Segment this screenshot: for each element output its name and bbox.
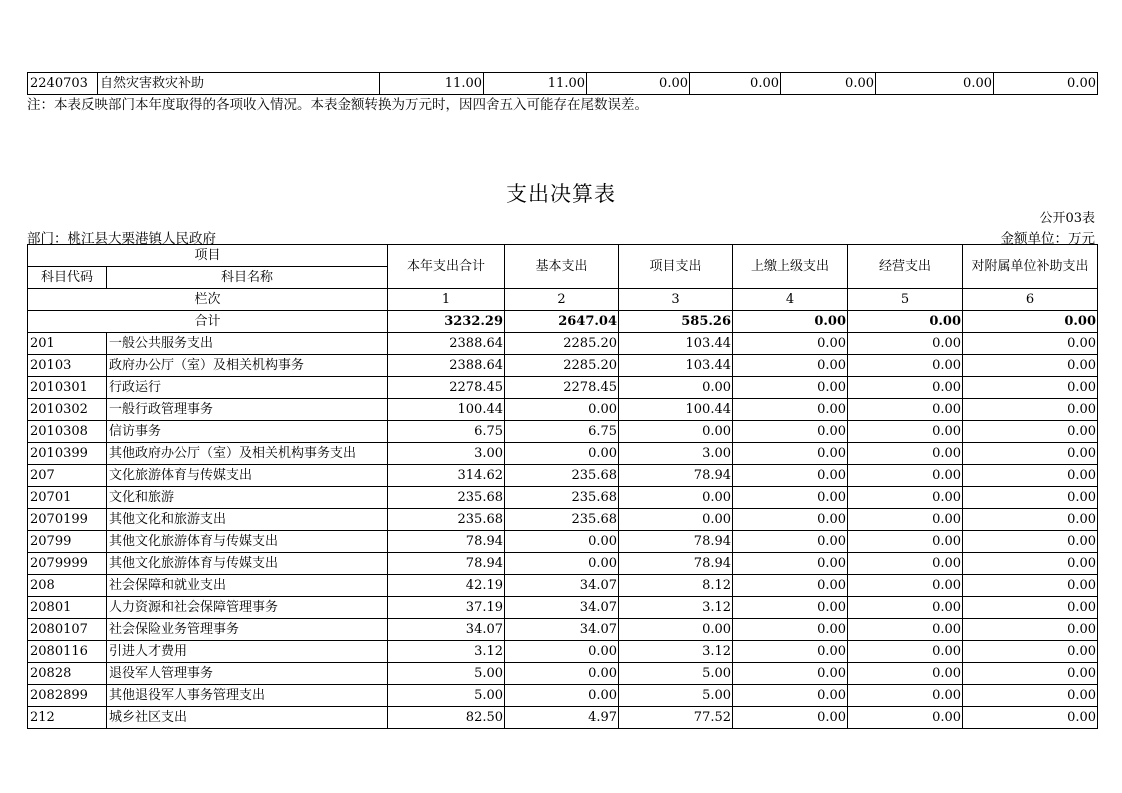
- row-name: 其他文化旅游体育与传媒支出: [107, 553, 388, 575]
- row-code: 2010301: [28, 377, 107, 399]
- header-col-2: 基本支出: [505, 245, 619, 289]
- cell-value: 0.00: [963, 465, 1098, 487]
- cell-value: 6.75: [388, 421, 505, 443]
- table-row: [28, 685, 1098, 707]
- row-code: 2080107: [28, 619, 107, 641]
- cell-value: 0.00: [848, 553, 963, 575]
- cell-value: 0.00: [963, 355, 1098, 377]
- index-row: [28, 289, 1098, 311]
- cell-value: 0.00: [587, 73, 690, 95]
- cell-value: 0.00: [733, 465, 848, 487]
- table-row: [28, 399, 1098, 421]
- previous-table-fragment: [27, 72, 1098, 95]
- cell-value: 2278.45: [505, 377, 619, 399]
- cell-value: 0.00: [876, 73, 994, 95]
- cell-value: 0.00: [963, 531, 1098, 553]
- cell-value: 0.00: [733, 707, 848, 729]
- unit-label: 金额单位：万元: [1000, 231, 1095, 247]
- row-name: 信访事务: [107, 421, 388, 443]
- row-code: 2082899: [28, 685, 107, 707]
- cell-value: 0.00: [848, 333, 963, 355]
- table-row: [28, 619, 1098, 641]
- cell-value: 0.00: [733, 575, 848, 597]
- row-code: 20799: [28, 531, 107, 553]
- cell-value: 0.00: [619, 619, 733, 641]
- cell-value: 0.00: [733, 377, 848, 399]
- total-label: 合计: [28, 311, 388, 333]
- cell-value: 100.44: [619, 399, 733, 421]
- cell-value: 2388.64: [388, 333, 505, 355]
- row-name: 社会保险业务管理事务: [107, 619, 388, 641]
- table-row: [28, 333, 1098, 355]
- cell-value: 0.00: [848, 443, 963, 465]
- row-code: 2010308: [28, 421, 107, 443]
- col-index: 4: [733, 289, 848, 311]
- cell-value: 0.00: [848, 597, 963, 619]
- cell-value: 34.07: [505, 619, 619, 641]
- cell-value: 0.00: [848, 465, 963, 487]
- table-row: [28, 641, 1098, 663]
- cell-value: 0.00: [848, 509, 963, 531]
- cell-value: 0.00: [848, 619, 963, 641]
- row-name: 行政运行: [107, 377, 388, 399]
- cell-value: 0.00: [619, 487, 733, 509]
- cell-value: 8.12: [619, 575, 733, 597]
- cell-value: 34.07: [505, 597, 619, 619]
- header-col-1: 本年支出合计: [388, 245, 505, 289]
- row-code: 201: [28, 333, 107, 355]
- cell-value: 0.00: [733, 333, 848, 355]
- cell-value: 0.00: [848, 707, 963, 729]
- col-index: 1: [388, 289, 505, 311]
- cell-value: 0.00: [848, 399, 963, 421]
- cell-value: 314.62: [388, 465, 505, 487]
- row-name: 社会保障和就业支出: [107, 575, 388, 597]
- total-value: 3232.29: [388, 311, 505, 333]
- cell-value: 0.00: [963, 707, 1098, 729]
- col-index: 3: [619, 289, 733, 311]
- cell-value: 0.00: [963, 553, 1098, 575]
- cell-value: 0.00: [733, 663, 848, 685]
- cell-value: 0.00: [505, 553, 619, 575]
- cell-value: 78.94: [619, 553, 733, 575]
- cell-value: 82.50: [388, 707, 505, 729]
- cell-value: 0.00: [733, 509, 848, 531]
- cell-value: 3.12: [388, 641, 505, 663]
- table-row: [28, 707, 1098, 729]
- cell-value: 0.00: [733, 619, 848, 641]
- cell-value: 11.00: [380, 73, 484, 95]
- row-name: 一般公共服务支出: [107, 333, 388, 355]
- cell-value: 2278.45: [388, 377, 505, 399]
- cell-value: 0.00: [848, 641, 963, 663]
- row-code: 2010302: [28, 399, 107, 421]
- row-code: 2079999: [28, 553, 107, 575]
- cell-value: 235.68: [505, 465, 619, 487]
- row-name: 引进人才费用: [107, 641, 388, 663]
- row-code: 2240703: [28, 73, 98, 95]
- cell-value: 78.94: [619, 465, 733, 487]
- cell-value: 0.00: [733, 421, 848, 443]
- cell-value: 0.00: [781, 73, 876, 95]
- cell-value: 5.00: [619, 663, 733, 685]
- row-name: 其他退役军人事务管理支出: [107, 685, 388, 707]
- total-row: [28, 311, 1098, 333]
- table-row: [28, 663, 1098, 685]
- cell-value: 0.00: [963, 575, 1098, 597]
- cell-value: 0.00: [848, 663, 963, 685]
- cell-value: 78.94: [388, 553, 505, 575]
- cell-value: 78.94: [388, 531, 505, 553]
- cell-value: 3.12: [619, 641, 733, 663]
- header-code: 科目代码: [28, 267, 107, 289]
- cell-value: 5.00: [388, 685, 505, 707]
- header-name: 科目名称: [107, 267, 388, 289]
- row-name: 城乡社区支出: [107, 707, 388, 729]
- cell-value: 0.00: [963, 619, 1098, 641]
- cell-value: 0.00: [994, 73, 1098, 95]
- row-code: 2010399: [28, 443, 107, 465]
- col-index: 6: [963, 289, 1098, 311]
- cell-value: 103.44: [619, 333, 733, 355]
- cell-value: 3.00: [388, 443, 505, 465]
- row-name: 自然灾害救灾补助: [98, 73, 380, 95]
- col-index: 5: [848, 289, 963, 311]
- header-col-5: 经营支出: [848, 245, 963, 289]
- cell-value: 0.00: [848, 377, 963, 399]
- cell-value: 2285.20: [505, 333, 619, 355]
- cell-value: 0.00: [963, 399, 1098, 421]
- cell-value: 0.00: [690, 73, 781, 95]
- cell-value: 0.00: [963, 597, 1098, 619]
- table-row: [28, 509, 1098, 531]
- cell-value: 235.68: [505, 487, 619, 509]
- cell-value: 77.52: [619, 707, 733, 729]
- cell-value: 0.00: [963, 487, 1098, 509]
- cell-value: 0.00: [963, 509, 1098, 531]
- header-col-3: 项目支出: [619, 245, 733, 289]
- row-name: 一般行政管理事务: [107, 399, 388, 421]
- cell-value: 0.00: [733, 597, 848, 619]
- row-code: 20801: [28, 597, 107, 619]
- cell-value: 0.00: [963, 443, 1098, 465]
- table-row: [28, 355, 1098, 377]
- table-row: [28, 597, 1098, 619]
- cell-value: 2388.64: [388, 355, 505, 377]
- row-name: 其他政府办公厅（室）及相关机构事务支出: [107, 443, 388, 465]
- cell-value: 0.00: [505, 399, 619, 421]
- header-row: [28, 245, 1098, 267]
- header-col-4: 上缴上级支出: [733, 245, 848, 289]
- table-row: [28, 553, 1098, 575]
- cell-value: 34.07: [505, 575, 619, 597]
- form-number: 公开03表: [1039, 211, 1095, 226]
- cell-value: 3.00: [619, 443, 733, 465]
- cell-value: 0.00: [848, 685, 963, 707]
- row-name: 其他文化和旅游支出: [107, 509, 388, 531]
- cell-value: 235.68: [388, 509, 505, 531]
- cell-value: 0.00: [505, 663, 619, 685]
- cell-value: 0.00: [733, 355, 848, 377]
- cell-value: 235.68: [388, 487, 505, 509]
- cell-value: 0.00: [848, 421, 963, 443]
- cell-value: 235.68: [505, 509, 619, 531]
- row-name: 其他文化旅游体育与传媒支出: [107, 531, 388, 553]
- cell-value: 0.00: [619, 421, 733, 443]
- total-value: 585.26: [619, 311, 733, 333]
- row-code: 208: [28, 575, 107, 597]
- cell-value: 0.00: [963, 377, 1098, 399]
- table-row: [28, 73, 1098, 95]
- row-name: 文化旅游体育与传媒支出: [107, 465, 388, 487]
- row-code: 2080116: [28, 641, 107, 663]
- table-row: [28, 531, 1098, 553]
- cell-value: 6.75: [505, 421, 619, 443]
- cell-value: 0.00: [733, 531, 848, 553]
- row-code: 2070199: [28, 509, 107, 531]
- cell-value: 0.00: [505, 685, 619, 707]
- cell-value: 78.94: [619, 531, 733, 553]
- cell-value: 0.00: [963, 685, 1098, 707]
- table-body: [28, 333, 1098, 729]
- row-code: 20701: [28, 487, 107, 509]
- cell-value: 0.00: [963, 663, 1098, 685]
- cell-value: 3.12: [619, 597, 733, 619]
- cell-value: 103.44: [619, 355, 733, 377]
- cell-value: 0.00: [505, 443, 619, 465]
- cell-value: 5.00: [619, 685, 733, 707]
- total-value: 0.00: [848, 311, 963, 333]
- cell-value: 2285.20: [505, 355, 619, 377]
- row-name: 文化和旅游: [107, 487, 388, 509]
- table-row: [28, 465, 1098, 487]
- cell-value: 0.00: [619, 377, 733, 399]
- table-row: [28, 487, 1098, 509]
- cell-value: 5.00: [388, 663, 505, 685]
- expenditure-table: [27, 244, 1098, 729]
- table-row: [28, 443, 1098, 465]
- cell-value: 0.00: [848, 531, 963, 553]
- row-code: 212: [28, 707, 107, 729]
- col-index: 2: [505, 289, 619, 311]
- row-name: 退役军人管理事务: [107, 663, 388, 685]
- cell-value: 37.19: [388, 597, 505, 619]
- page-title: 支出决算表: [506, 182, 616, 206]
- cell-value: 0.00: [505, 531, 619, 553]
- cell-value: 0.00: [733, 685, 848, 707]
- row-code: 20103: [28, 355, 107, 377]
- total-value: 0.00: [963, 311, 1098, 333]
- cell-value: 0.00: [963, 641, 1098, 663]
- department-label: 部门：桃江县大栗港镇人民政府: [27, 231, 216, 247]
- cell-value: 0.00: [733, 443, 848, 465]
- cell-value: 0.00: [733, 553, 848, 575]
- table-row: [28, 421, 1098, 443]
- cell-value: 0.00: [619, 509, 733, 531]
- cell-value: 100.44: [388, 399, 505, 421]
- cell-value: 42.19: [388, 575, 505, 597]
- cell-value: 4.97: [505, 707, 619, 729]
- table-note: 注：本表反映部门本年度取得的各项收入情况。本表金额转换为万元时，因四舍五入可能存在尾数误差。: [27, 97, 648, 113]
- cell-value: 11.00: [484, 73, 587, 95]
- row-name: 政府办公厅（室）及相关机构事务: [107, 355, 388, 377]
- header-item: 项目: [28, 245, 388, 267]
- cell-value: 0.00: [848, 355, 963, 377]
- total-value: 2647.04: [505, 311, 619, 333]
- cell-value: 0.00: [963, 333, 1098, 355]
- cell-value: 34.07: [388, 619, 505, 641]
- cell-value: 0.00: [963, 421, 1098, 443]
- cell-value: 0.00: [505, 641, 619, 663]
- cell-value: 0.00: [733, 399, 848, 421]
- col-row-label: 栏次: [28, 289, 388, 311]
- table-row: [28, 377, 1098, 399]
- cell-value: 0.00: [733, 641, 848, 663]
- cell-value: 0.00: [848, 575, 963, 597]
- cell-value: 0.00: [848, 487, 963, 509]
- table-row: [28, 575, 1098, 597]
- header-col-6: 对附属单位补助支出: [963, 245, 1098, 289]
- row-name: 人力资源和社会保障管理事务: [107, 597, 388, 619]
- row-code: 20828: [28, 663, 107, 685]
- total-value: 0.00: [733, 311, 848, 333]
- cell-value: 0.00: [733, 487, 848, 509]
- row-code: 207: [28, 465, 107, 487]
